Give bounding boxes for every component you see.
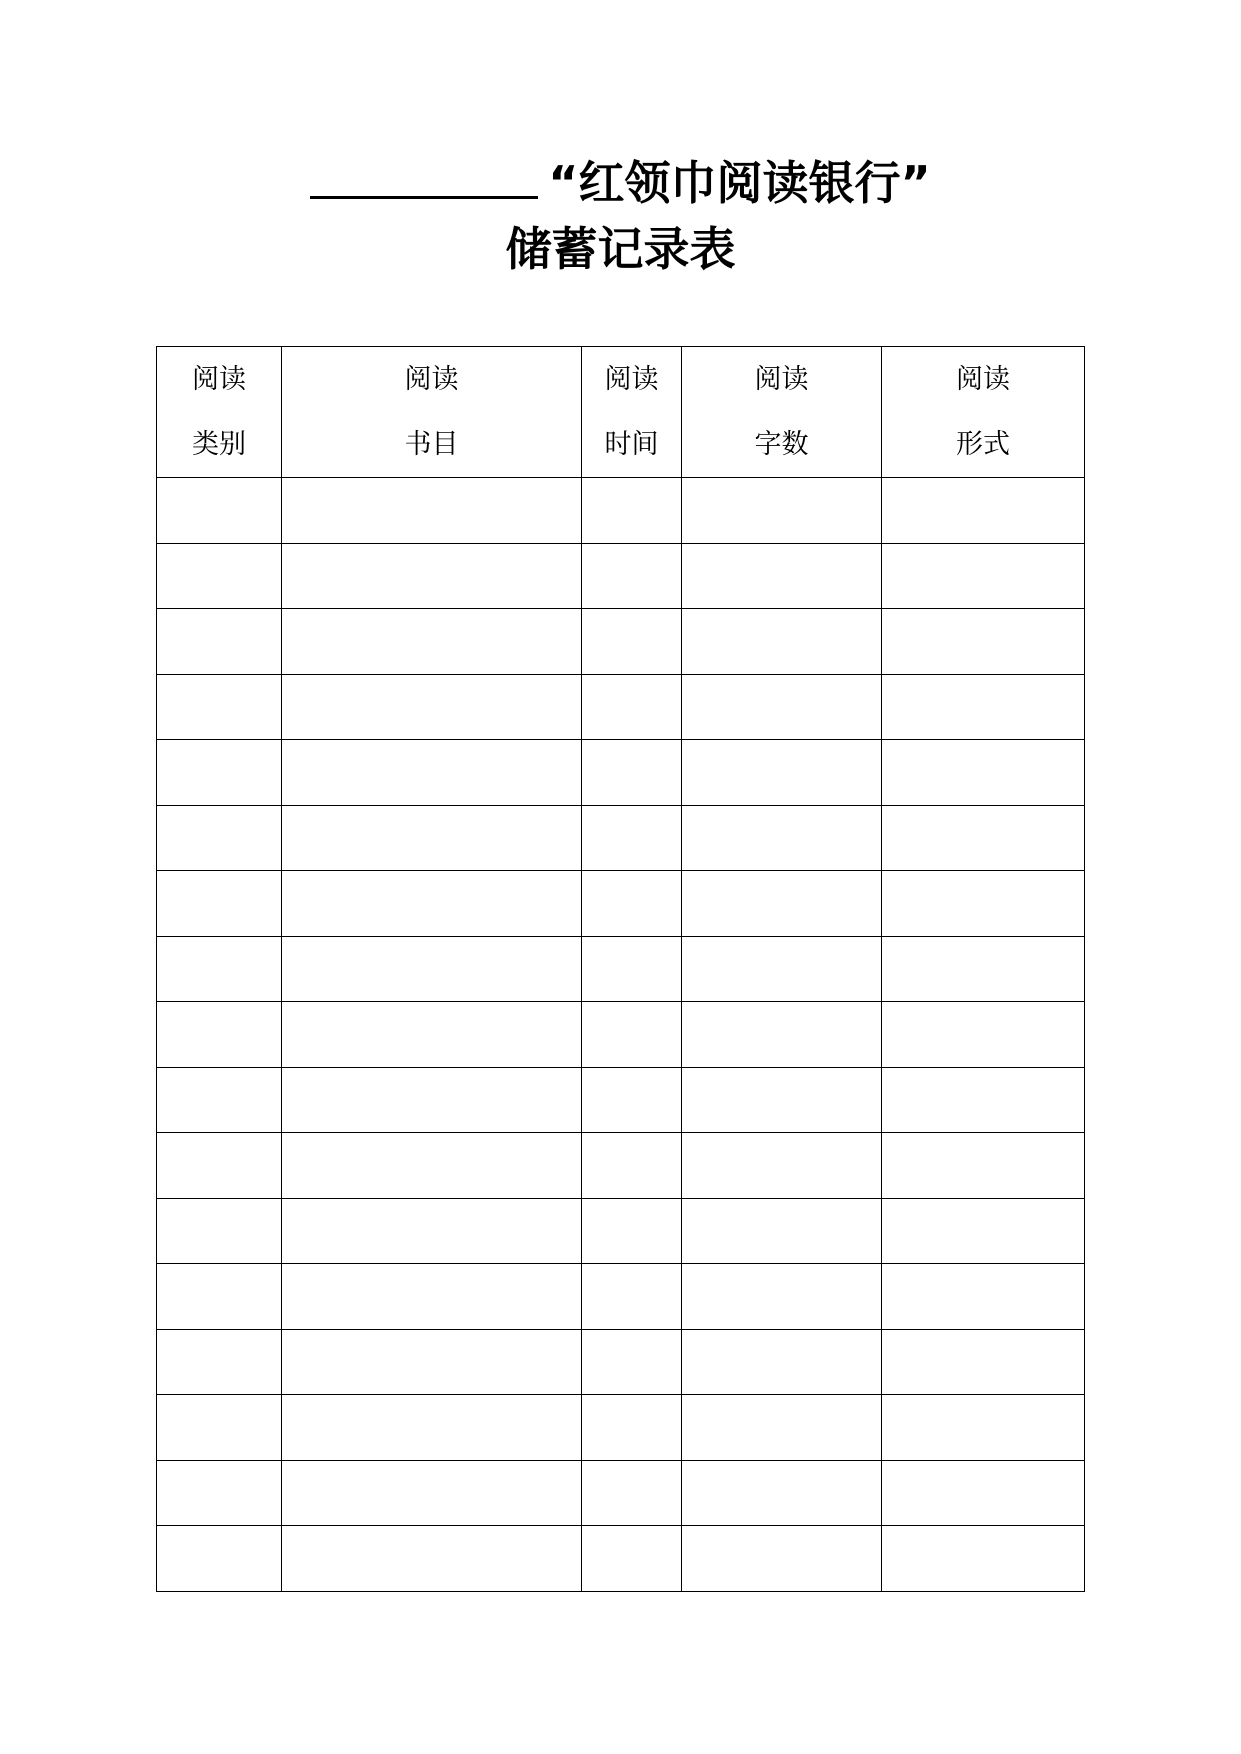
table-cell[interactable] (157, 871, 282, 937)
table-cell[interactable] (582, 1198, 682, 1264)
table-cell[interactable] (157, 1198, 282, 1264)
table-cell[interactable] (282, 936, 582, 1002)
table-cell[interactable] (582, 871, 682, 937)
table-cell[interactable] (282, 1133, 582, 1199)
header-text: 时间 (604, 429, 659, 460)
table-cell[interactable] (157, 740, 282, 806)
table-row (157, 478, 1085, 544)
table-cell[interactable] (582, 1002, 682, 1068)
table-cell[interactable] (282, 609, 582, 675)
table-cell[interactable] (682, 936, 882, 1002)
table-cell[interactable] (882, 543, 1085, 609)
table-cell[interactable] (282, 805, 582, 871)
table-cell[interactable] (282, 478, 582, 544)
table-cell[interactable] (582, 543, 682, 609)
table-cell[interactable] (157, 1067, 282, 1133)
table-cell[interactable] (282, 1002, 582, 1068)
table-cell[interactable] (582, 1067, 682, 1133)
header-text: 阅读 (192, 364, 246, 395)
table-row (157, 740, 1085, 806)
table-cell[interactable] (157, 1460, 282, 1526)
table-row (157, 1133, 1085, 1199)
document-title-line1 (0, 150, 1241, 216)
name-blank-line (310, 152, 538, 199)
table-row (157, 543, 1085, 609)
header-word-count (682, 347, 882, 478)
table-cell[interactable] (882, 609, 1085, 675)
table-cell[interactable] (682, 1264, 882, 1330)
header-row (157, 347, 1085, 478)
table-cell[interactable] (882, 1133, 1085, 1199)
savings-record-table (156, 346, 1085, 1592)
table-cell[interactable] (582, 1395, 682, 1461)
table-cell[interactable] (582, 1460, 682, 1526)
table-cell[interactable] (882, 1329, 1085, 1395)
table-cell[interactable] (882, 871, 1085, 937)
table-row (157, 871, 1085, 937)
table-cell[interactable] (157, 609, 282, 675)
table-row (157, 1002, 1085, 1068)
header-text: 阅读 (754, 364, 809, 395)
table-cell[interactable] (282, 1526, 582, 1592)
table-cell[interactable] (157, 543, 282, 609)
table-cell[interactable] (282, 543, 582, 609)
header-text: 形式 (956, 429, 1010, 460)
header-text: 阅读 (956, 364, 1010, 395)
table-cell[interactable] (157, 1264, 282, 1330)
table-cell[interactable] (157, 1002, 282, 1068)
header-text: 阅读 (404, 364, 459, 395)
table-cell[interactable] (282, 1460, 582, 1526)
table-cell[interactable] (157, 936, 282, 1002)
table-cell[interactable] (282, 1198, 582, 1264)
table-cell[interactable] (682, 1395, 882, 1461)
header-text: 阅读 (604, 364, 659, 395)
table-cell[interactable] (582, 740, 682, 806)
table-cell[interactable] (682, 1460, 882, 1526)
table-cell[interactable] (582, 1264, 682, 1330)
table-cell[interactable] (882, 1526, 1085, 1592)
table-cell[interactable] (582, 609, 682, 675)
table-row (157, 1395, 1085, 1461)
table-row (157, 805, 1085, 871)
table-row (157, 609, 1085, 675)
table-cell[interactable] (882, 1198, 1085, 1264)
header-text: 字数 (754, 429, 809, 460)
table-cell[interactable] (157, 1395, 282, 1461)
header-reading-books (282, 347, 582, 478)
table-cell[interactable] (282, 740, 582, 806)
title-text-1: “红领巾阅读银行” (548, 156, 931, 210)
table-cell[interactable] (282, 1329, 582, 1395)
table-cell[interactable] (682, 1002, 882, 1068)
table-cell[interactable] (282, 871, 582, 937)
table-cell[interactable] (157, 1526, 282, 1592)
table-cell[interactable] (582, 936, 682, 1002)
table-cell[interactable] (157, 805, 282, 871)
table-cell[interactable] (282, 1395, 582, 1461)
header-text: 类别 (192, 429, 246, 460)
table-cell[interactable] (682, 674, 882, 740)
table-cell[interactable] (882, 936, 1085, 1002)
table-cell[interactable] (682, 871, 882, 937)
table-cell[interactable] (157, 1329, 282, 1395)
table-cell[interactable] (157, 1133, 282, 1199)
table-cell[interactable] (157, 478, 282, 544)
table-body (157, 478, 1085, 1592)
table-row (157, 1329, 1085, 1395)
table-cell[interactable] (882, 1264, 1085, 1330)
table-row (157, 1460, 1085, 1526)
table-cell[interactable] (682, 543, 882, 609)
table-cell[interactable] (682, 1198, 882, 1264)
table-cell[interactable] (882, 1067, 1085, 1133)
table-row (157, 674, 1085, 740)
table-cell[interactable] (282, 1264, 582, 1330)
table-row (157, 1198, 1085, 1264)
table-cell[interactable] (682, 1133, 882, 1199)
table-cell[interactable] (682, 805, 882, 871)
table-cell[interactable] (582, 805, 682, 871)
header-reading-category (157, 347, 282, 478)
table-cell[interactable] (582, 1526, 682, 1592)
table-cell[interactable] (882, 478, 1085, 544)
table-cell[interactable] (157, 674, 282, 740)
table-row (157, 1067, 1085, 1133)
table-cell[interactable] (282, 1067, 582, 1133)
table-cell[interactable] (682, 740, 882, 806)
table-cell[interactable] (682, 1526, 882, 1592)
table-cell[interactable] (682, 1329, 882, 1395)
table-row (157, 1526, 1085, 1592)
table-cell[interactable] (582, 478, 682, 544)
header-reading-form (882, 347, 1085, 478)
table-cell[interactable] (882, 805, 1085, 871)
header-reading-time (582, 347, 682, 478)
table-cell[interactable] (882, 674, 1085, 740)
header-text: 书目 (404, 429, 459, 460)
table-cell[interactable] (682, 1067, 882, 1133)
table-row (157, 936, 1085, 1002)
table-cell[interactable] (682, 478, 882, 544)
table-cell[interactable] (582, 674, 682, 740)
table-cell[interactable] (882, 1460, 1085, 1526)
document-title-line2: 储蓄记录表 (505, 222, 736, 276)
table-row (157, 1264, 1085, 1330)
table-cell[interactable] (682, 609, 882, 675)
table-cell[interactable] (882, 1002, 1085, 1068)
table-cell[interactable] (582, 1133, 682, 1199)
table-cell[interactable] (582, 1329, 682, 1395)
table-cell[interactable] (882, 1395, 1085, 1461)
table-cell[interactable] (282, 674, 582, 740)
table-cell[interactable] (882, 740, 1085, 806)
